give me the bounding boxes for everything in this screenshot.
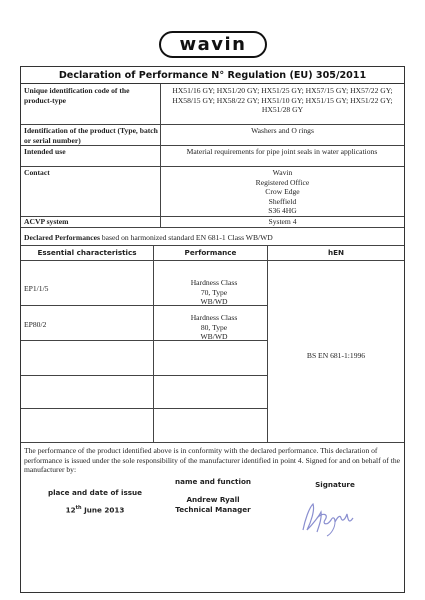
hen-standard: BS EN 681-1:1996 xyxy=(306,351,366,360)
perf-row-divider xyxy=(21,408,267,409)
signatory-name: Andrew Ryall xyxy=(186,495,240,504)
header-essential-characteristics: Essential characteristics xyxy=(37,248,137,257)
declared-performances-text xyxy=(24,233,402,243)
contact-line: S36 4HG xyxy=(268,206,297,216)
contact-line: Sheffield xyxy=(268,196,297,206)
perf-row-divider xyxy=(21,375,267,376)
intended-use-label: Intended use xyxy=(24,147,66,156)
perf-column-divider xyxy=(267,245,268,442)
characteristic-cell: EP1/1/5 xyxy=(24,284,49,293)
issue-date: 12th June 2013 xyxy=(65,505,125,515)
perf-table-bottom xyxy=(21,442,404,443)
contact-line: Crow Edge xyxy=(265,187,300,197)
perf-column-divider xyxy=(153,245,154,442)
conformity-statement: The performance of the product identified above is in conformity with the declared performance. This declaration of performance is issued under the sole responsibility of the manufacturer identified in point 4. Signed for and on behalf of the manufacturer by: xyxy=(24,446,400,475)
contact-line: Registered Office xyxy=(255,177,310,187)
characteristic-cell: EP80/2 xyxy=(24,320,47,329)
acvp-value: System 4 xyxy=(268,217,297,226)
identification-label: Identification of the product (Type, batch or serial number) xyxy=(24,126,158,145)
identification-value: Washers and O rings xyxy=(251,126,314,135)
label-column-divider xyxy=(160,84,161,227)
row-divider xyxy=(21,124,404,125)
row-divider xyxy=(21,245,404,246)
header-hen: hEN xyxy=(327,248,345,257)
signature-stroke xyxy=(303,504,321,532)
unique-id-label: Unique identification code of the product-type xyxy=(24,86,130,105)
contact-label: Contact xyxy=(24,168,50,177)
contact-line: Wavin xyxy=(272,168,293,177)
performance-cell: Hardness Class 70, Type WB/WD xyxy=(190,278,238,307)
signatory-function: Technical Manager xyxy=(175,505,251,514)
perf-header-divider xyxy=(21,260,404,261)
intended-use-value: Material requirements for pipe joint seals in water applications xyxy=(186,147,378,156)
performance-cell: Hardness Class 80, Type WB/WD xyxy=(190,313,238,342)
declared-performances-bold: Declared Performances xyxy=(24,233,100,242)
signature-stroke xyxy=(327,522,335,536)
handwritten-signature xyxy=(295,496,365,538)
acvp-label: ACVP system xyxy=(24,217,69,226)
name-function-label: name and function xyxy=(174,477,252,486)
declared-performances-standard: based on harmonized standard EN 681-1 Class WB/WD xyxy=(99,233,273,242)
row-divider xyxy=(21,166,404,167)
place-date-label: place and date of issue xyxy=(47,488,143,497)
unique-id-value: HX51/16 GY; HX51/20 GY; HX51/25 GY; HX57/15 GY; HX57/22 GY; HX58/15 GY; HX58/22 GY; HX51/10 GY; HX51/15 GY; HX51/22 GY; HX51/28 GY xyxy=(172,86,393,115)
document-title: Declaration of Performance N° Regulation (EU) 305/2011 xyxy=(21,67,404,84)
row-divider xyxy=(21,227,404,228)
header-performance: Performance xyxy=(184,248,237,257)
contact-value xyxy=(162,168,403,216)
signature-label: Signature xyxy=(315,480,355,489)
wavin-logo: wavin xyxy=(159,31,267,58)
